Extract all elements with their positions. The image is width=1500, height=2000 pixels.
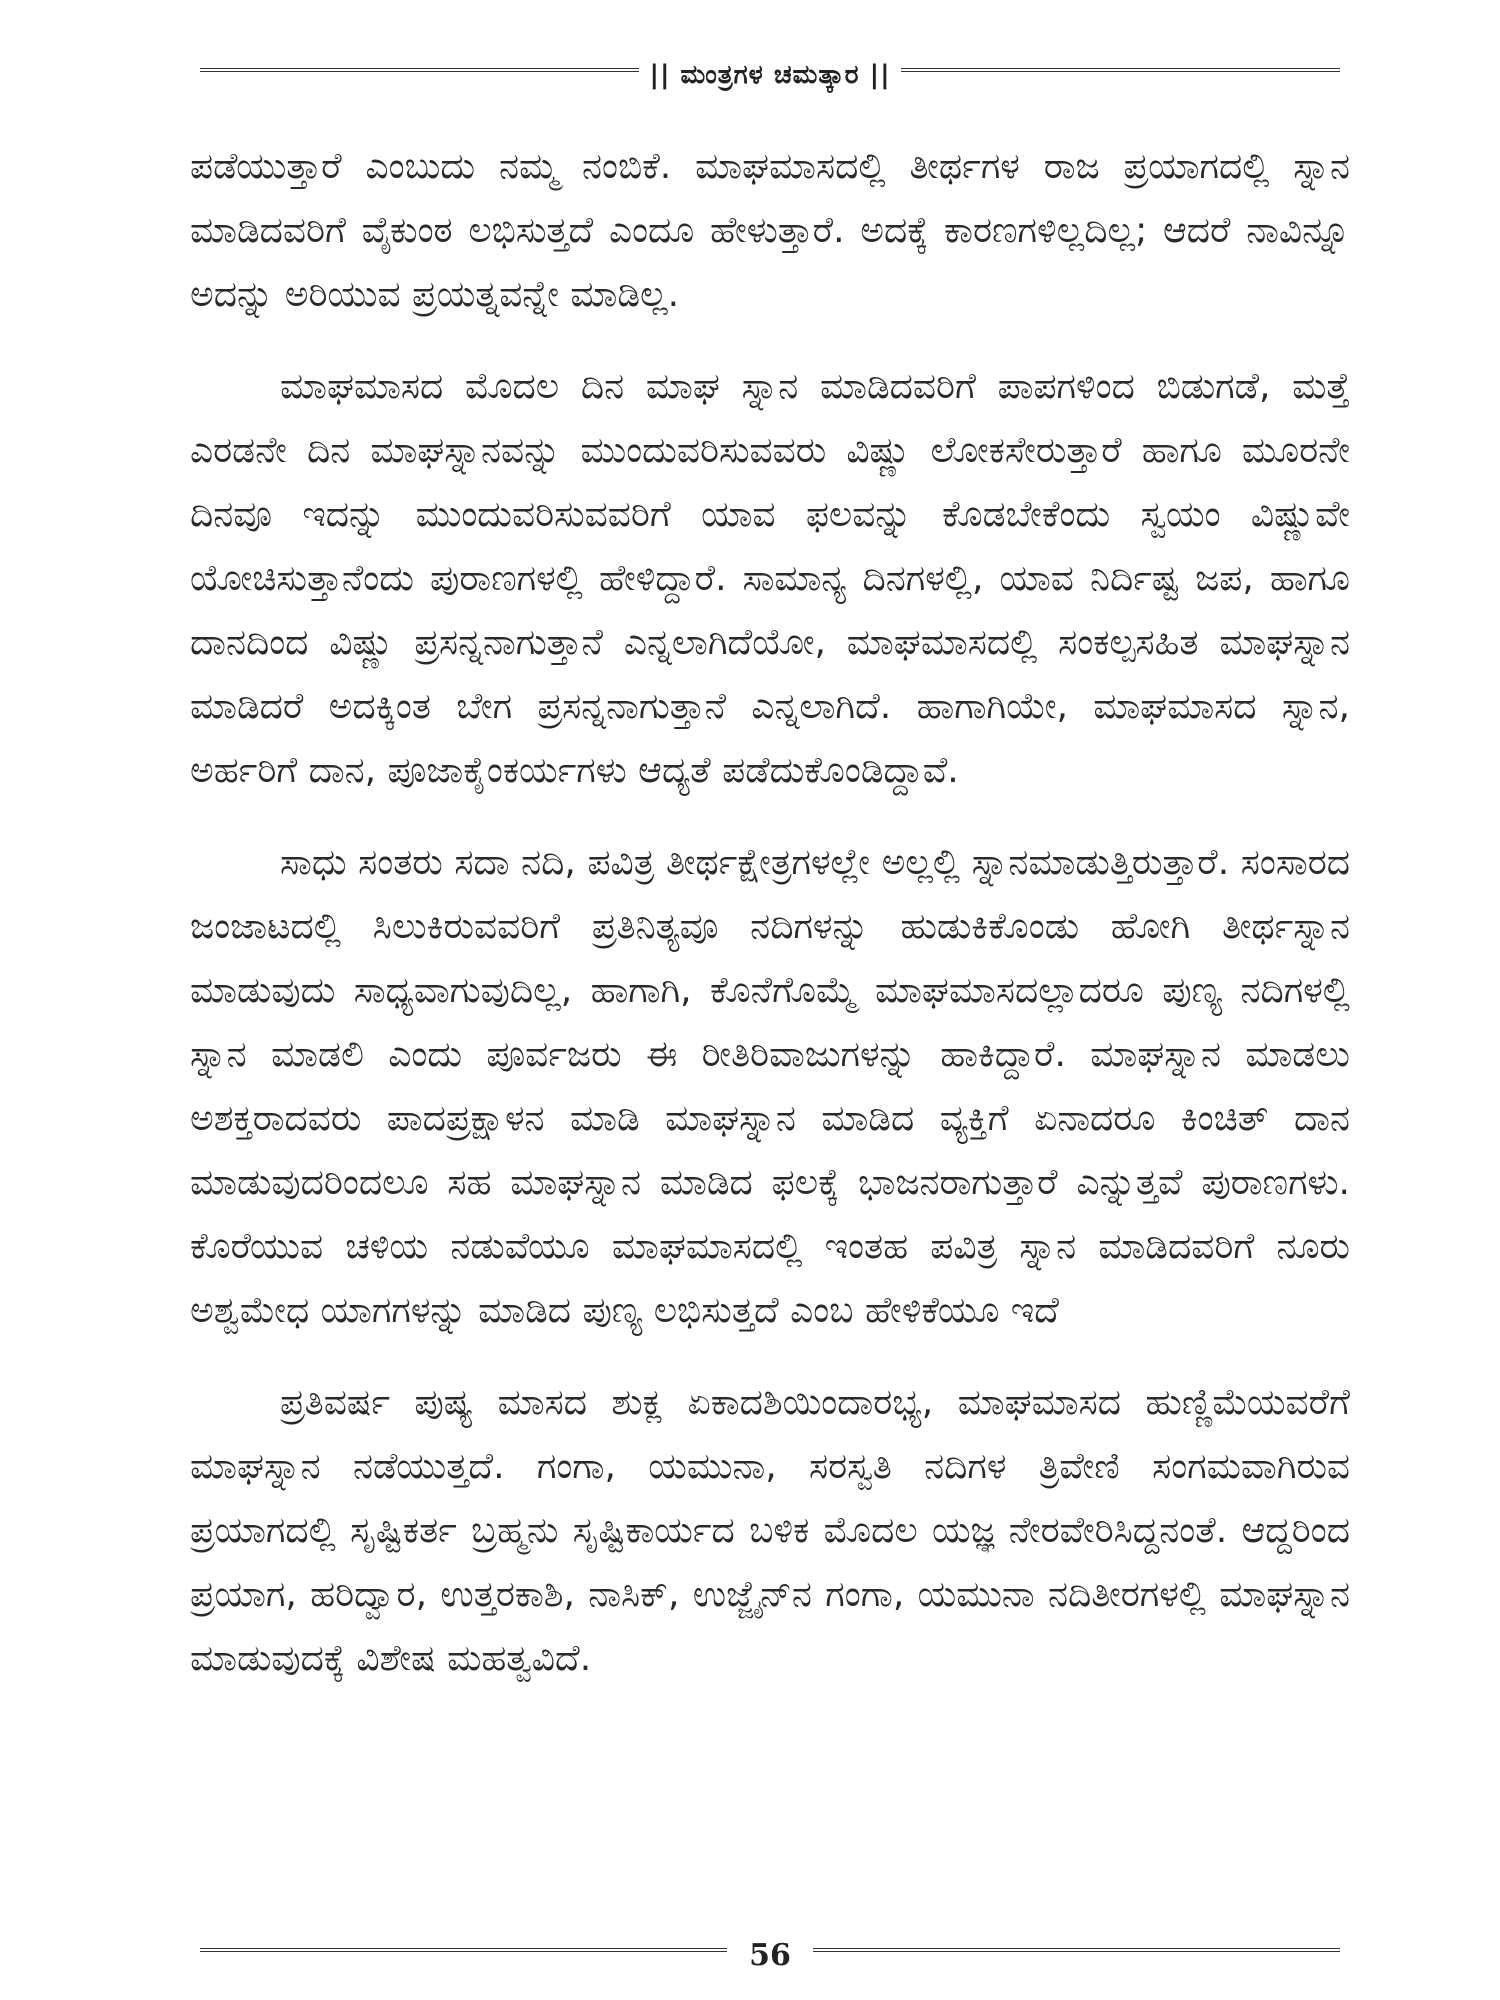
page-footer — [190, 1930, 1350, 1980]
book-page — [190, 40, 1350, 1980]
paragraph-3: ಸಾಧು ಸಂತರು ಸದಾ ನದಿ, ಪವಿತ್ರ ತೀರ್ಥಕ್ಷೇತ್ರಗಳಲ್ಲೇ ಅಲ್ಲಲ್ಲಿ ಸ್ನಾನಮಾಡುತ್ತಿರುತ್ತಾರೆ. ಸಂಸಾರದ ಜಂಜಾಟದಲ್ಲಿ ಸಿಲುಕಿರುವವರಿಗೆ ಪ್ರತಿನಿತ್ಯವೂ ನದಿಗಳನ್ನು ಹುಡುಕಿಕೊಂಡು ಹೋಗಿ ತೀರ್ಥಸ್ನಾನ ಮಾಡುವುದು ಸಾಧ್ಯವಾಗುವುದಿಲ್ಲ, ಹಾಗಾಗಿ, ಕೊನೆಗೊಮ್ಮೆ ಮಾಘಮಾಸದಲ್ಲಾದರೂ ಪುಣ್ಯ ನದಿಗಳಲ್ಲಿ ಸ್ನಾನ ಮಾಡಲಿ ಎಂದು ಪೂರ್ವಜರು ಈ ರೀತಿರಿವಾಜುಗಳನ್ನು ಹಾಕಿದ್ದಾರೆ. ಮಾಘಸ್ನಾನ ಮಾಡಲು ಅಶಕ್ತರಾದವರು ಪಾದಪ್ರಕ್ಷಾಳನ ಮಾಡಿ ಮಾಘಸ್ನಾನ ಮಾಡಿದ ವ್ಯಕ್ತಿಗೆ ಏನಾದರೂ ಕಿಂಚಿತ್ ದಾನ ಮಾಡುವುದರಿಂದಲೂ ಸಹ ಮಾಘಸ್ನಾನ ಮಾಡಿದ ಫಲಕ್ಕೆ ಭಾಜನರಾಗುತ್ತಾರೆ ಎನ್ನುತ್ತವೆ ಪುರಾಣಗಳು. ಕೊರೆಯುವ ಚಳಿಯ ನಡುವೆಯೂ ಮಾಘಮಾಸದಲ್ಲಿ ಇಂತಹ ಪವಿತ್ರ ಸ್ನಾನ ಮಾಡಿದವರಿಗೆ ನೂರು ಅಶ್ವಮೇಧ ಯಾಗಗಳನ್ನು ಮಾಡಿದ ಪುಣ್ಯ ಲಭಿಸುತ್ತದೆ ಎಂಬ ಹೇಳಿಕೆಯೂ ಇದೆ — [190, 842, 1350, 1331]
footer-rule-left — [200, 1948, 727, 1962]
book-title: || ಮಂತ್ರಗಳ ಚಮತ್ಕಾರ || — [649, 59, 891, 90]
paragraph-2: ಮಾಘಮಾಸದ ಮೊದಲ ದಿನ ಮಾಘ ಸ್ನಾನ ಮಾಡಿದವರಿಗೆ ಪಾಪಗಳಿಂದ ಬಿಡುಗಡೆ, ಮತ್ತೆ ಎರಡನೇ ದಿನ ಮಾಘಸ್ನಾನವನ್ನು ಮುಂದುವರಿಸುವವರು ವಿಷ್ಣು ಲೋಕಸೇರುತ್ತಾರೆ ಹಾಗೂ ಮೂರನೇ ದಿನವೂ ಇದನ್ನು ಮುಂದುವರಿಸುವವರಿಗೆ ಯಾವ ಫಲವನ್ನು ಕೊಡಬೇಕೆಂದು ಸ್ವಯಂ ವಿಷ್ಣುವೇ ಯೋಚಿಸುತ್ತಾನೆಂದು ಪುರಾಣಗಳಲ್ಲಿ ಹೇಳಿದ್ದಾರೆ. ಸಾಮಾನ್ಯ ದಿನಗಳಲ್ಲಿ, ಯಾವ ನಿರ್ದಿಷ್ಟ ಜಪ, ಹಾಗೂ ದಾನದಿಂದ ವಿಷ್ಣು ಪ್ರಸನ್ನನಾಗುತ್ತಾನೆ ಎನ್ನಲಾಗಿದೆಯೋ, ಮಾಘಮಾಸದಲ್ಲಿ ಸಂಕಲ್ಪಸಹಿತ ಮಾಘಸ್ನಾನ ಮಾಡಿದರೆ ಅದಕ್ಕಿಂತ ಬೇಗ ಪ್ರಸನ್ನನಾಗುತ್ತಾನೆ ಎನ್ನಲಾಗಿದೆ. ಹಾಗಾಗಿಯೇ, ಮಾಘಮಾಸದ ಸ್ನಾನ, ಅರ್ಹರಿಗೆ ದಾನ, ಪೂಜಾಕೈಂಕರ್ಯಗಳು ಆದ್ಯತೆ ಪಡೆದುಕೊಂಡಿದ್ದಾವೆ. — [190, 366, 1350, 791]
header-rule-left — [200, 68, 639, 82]
running-header — [190, 50, 1350, 100]
page-body — [190, 135, 1350, 1719]
paragraph-4: ಪ್ರತಿವರ್ಷ ಪುಷ್ಯ ಮಾಸದ ಶುಕ್ಲ ಏಕಾದಶಿಯಿಂದಾರಭ್ಯ, ಮಾಘಮಾಸದ ಹುಣ್ಣಿಮೆಯವರೆಗೆ ಮಾಘಸ್ನಾನ ನಡೆಯುತ್ತದೆ. ಗಂಗಾ, ಯಮುನಾ, ಸರಸ್ವತಿ ನದಿಗಳ ತ್ರಿವೇಣಿ ಸಂಗಮವಾಗಿರುವ ಪ್ರಯಾಗದಲ್ಲಿ ಸೃಷ್ಟಿಕರ್ತ ಬ್ರಹ್ಮನು ಸೃಷ್ಟಿಕಾರ್ಯದ ಬಳಿಕ ಮೊದಲ ಯಜ್ಞ ನೇರವೇರಿಸಿದ್ದನಂತೆ. ಆದ್ದರಿಂದ ಪ್ರಯಾಗ, ಹರಿದ್ವಾರ, ಉತ್ತರಕಾಶಿ, ನಾಸಿಕ್, ಉಜ್ಜೈನ್‌ನ ಗಂಗಾ, ಯಮುನಾ ನದಿತೀರಗಳಲ್ಲಿ ಮಾಘಸ್ನಾನ ಮಾಡುವುದಕ್ಕೆ ವಿಶೇಷ ಮಹತ್ವವಿದೆ. — [190, 1382, 1350, 1679]
header-rule-right — [901, 68, 1340, 82]
page-number: 56 — [749, 1937, 791, 1973]
paragraph-1: ಪಡೆಯುತ್ತಾರೆ ಎಂಬುದು ನಮ್ಮ ನಂಬಿಕೆ. ಮಾಘಮಾಸದಲ್ಲಿ ತೀರ್ಥಗಳ ರಾಜ ಪ್ರಯಾಗದಲ್ಲಿ ಸ್ನಾನ ಮಾಡಿದವರಿಗೆ ವೈಕುಂಠ ಲಭಿಸುತ್ತದೆ ಎಂದೂ ಹೇಳುತ್ತಾರೆ. ಅದಕ್ಕೆ ಕಾರಣಗಳಿಲ್ಲದಿಲ್ಲ; ಆದರೆ ನಾವಿನ್ನೂ ಅದನ್ನು ಅರಿಯುವ ಪ್ರಯತ್ನವನ್ನೇ ಮಾಡಿಲ್ಲ. — [190, 146, 1350, 315]
footer-rule-right — [813, 1948, 1340, 1962]
